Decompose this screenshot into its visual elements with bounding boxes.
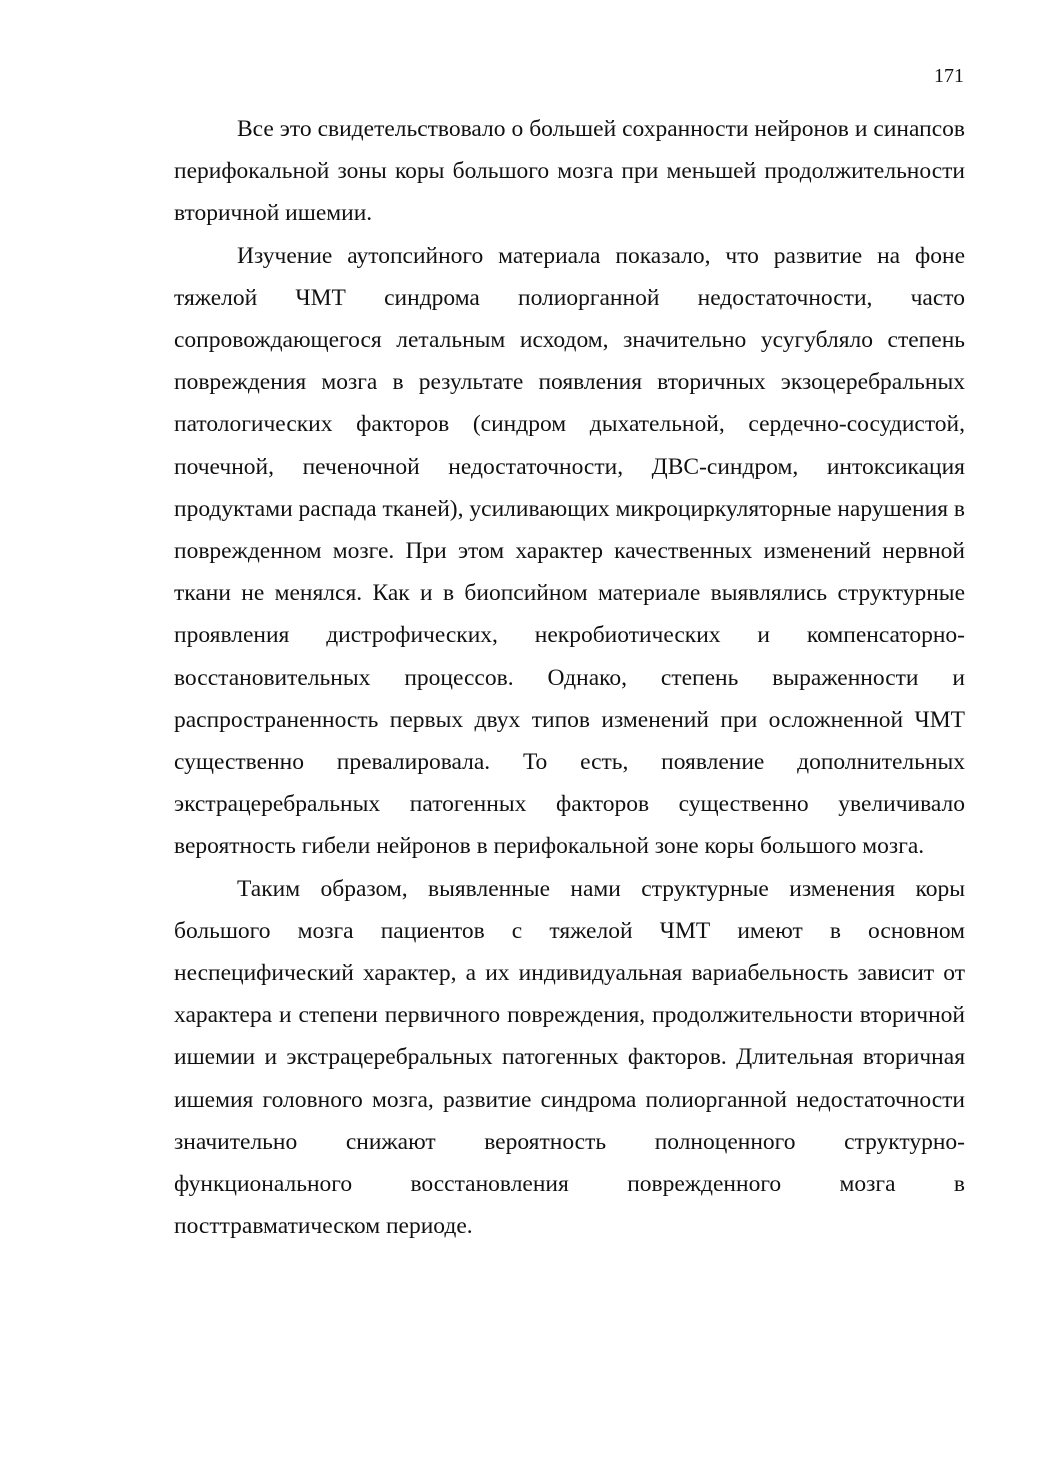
- paragraph: Все это свидетельствовало о большей сохранности нейронов и синапсов перифокальной зоны коры большого мозга при меньшей продолжительности вторичной ишемии.: [174, 116, 965, 227]
- body-text: [174, 108, 965, 1247]
- page-number: 171: [934, 65, 964, 87]
- paragraph: Изучение аутопсийного материала показало, что развитие на фоне тяжелой ЧМТ синдрома полиорганной недостаточности, часто сопровождающегося летальным исходом, значительно усугубляло степень повреждения мозга в результате появления вторичных экзоцеребральных патологических факторов (синдром дыхательной, сердечно-сосудистой, почечной, печеночной недостаточности, ДВС-синдром, интоксикация продуктами распада тканей), усиливающих микроциркуляторные нарушения в поврежденном мозге. При этом характер качественных изменений нервной ткани не менялся. Как и в биопсийном материале выявлялись структурные проявления дистрофических, некробиотических и компенсаторно-восстановительных процессов. Однако, степень выраженности и распространенность первых двух типов изменений при осложненной ЧМТ существенно превалировала. То есть, появление дополнительных экстрацеребральных патогенных факторов существенно увеличивало вероятность гибели нейронов в перифокальной зоне коры большого мозга.: [174, 242, 965, 860]
- paragraph: Таким образом, выявленные нами структурные изменения коры большого мозга пациентов с тяжелой ЧМТ имеют в основном неспецифический характер, а их индивидуальная вариабельность зависит от характера и степени первичного повреждения, продолжительности вторичной ишемии и экстрацеребральных патогенных факторов. Длительная вторичная ишемия головного мозга, развитие синдрома полиорганной недостаточности значительно снижают вероятность полноценного структурно-функционального восстановления поврежденного мозга в посттравматическом периоде.: [174, 875, 965, 1240]
